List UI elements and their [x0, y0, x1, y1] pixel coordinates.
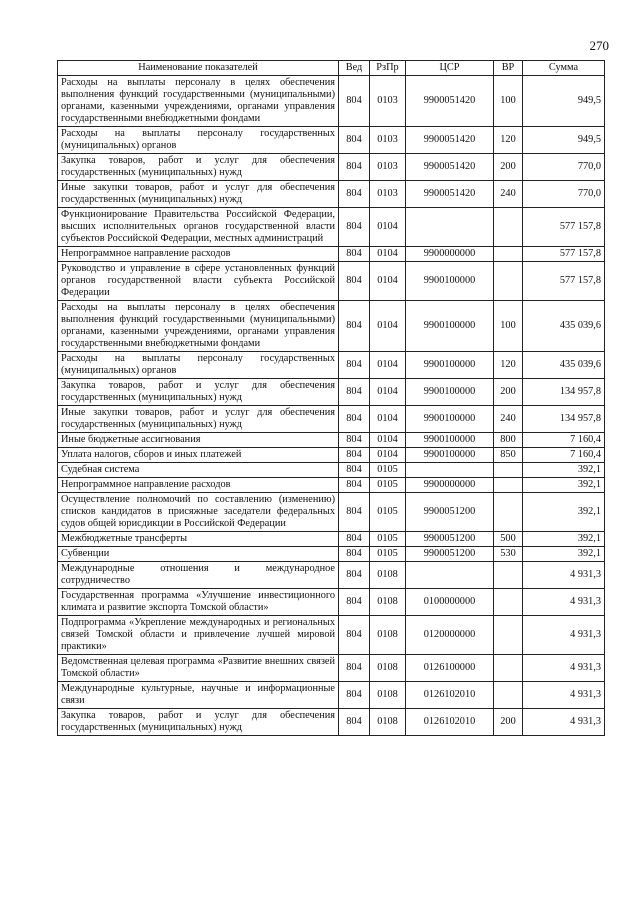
cell-sum: 392,1 — [523, 547, 605, 562]
cell-rzpr: 0104 — [370, 379, 406, 406]
cell-csr — [406, 208, 494, 247]
cell-rzpr: 0108 — [370, 589, 406, 616]
cell-rzpr: 0103 — [370, 154, 406, 181]
cell-sum: 435 039,6 — [523, 301, 605, 352]
cell-name: Иные закупки товаров, работ и услуг для обеспечения государственных (муниципальных) нужд — [58, 181, 339, 208]
cell-csr: 9900100000 — [406, 262, 494, 301]
table-body — [58, 76, 605, 736]
cell-sum: 770,0 — [523, 181, 605, 208]
cell-ved: 804 — [339, 76, 370, 127]
cell-csr: 9900051200 — [406, 547, 494, 562]
cell-csr — [406, 463, 494, 478]
cell-rzpr: 0105 — [370, 532, 406, 547]
cell-ved: 804 — [339, 682, 370, 709]
cell-sum: 577 157,8 — [523, 262, 605, 301]
cell-csr — [406, 562, 494, 589]
cell-csr: 9900100000 — [406, 301, 494, 352]
cell-rzpr: 0104 — [370, 406, 406, 433]
cell-csr: 9900051200 — [406, 493, 494, 532]
cell-vr: 200 — [494, 709, 523, 736]
cell-vr — [494, 262, 523, 301]
cell-rzpr: 0103 — [370, 127, 406, 154]
cell-csr: 9900100000 — [406, 406, 494, 433]
cell-ved: 804 — [339, 589, 370, 616]
cell-rzpr: 0105 — [370, 493, 406, 532]
header-row — [58, 61, 605, 76]
cell-ved: 804 — [339, 262, 370, 301]
cell-vr — [494, 616, 523, 655]
cell-ved: 804 — [339, 154, 370, 181]
cell-ved: 804 — [339, 301, 370, 352]
table-row — [58, 301, 605, 352]
cell-name: Расходы на выплаты персоналу в целях обеспечения выполнения функций государственными (муниципальными) органами, казенными учреждениями, органами управления государственными внебюджетными фондами — [58, 76, 339, 127]
table-row — [58, 154, 605, 181]
cell-csr: 0120000000 — [406, 616, 494, 655]
cell-vr: 240 — [494, 181, 523, 208]
cell-name: Подпрограмма «Укрепление международных и региональных связей Томской области и привлечение лучшей мировой практики» — [58, 616, 339, 655]
cell-name: Государственная программа «Улучшение инвестиционного климата и развитие экспорта Томской области» — [58, 589, 339, 616]
table-row — [58, 562, 605, 589]
cell-rzpr: 0105 — [370, 547, 406, 562]
cell-sum: 392,1 — [523, 532, 605, 547]
cell-sum: 134 957,8 — [523, 406, 605, 433]
table-row — [58, 448, 605, 463]
cell-ved: 804 — [339, 532, 370, 547]
cell-vr — [494, 208, 523, 247]
cell-ved: 804 — [339, 463, 370, 478]
cell-csr: 9900051420 — [406, 181, 494, 208]
cell-name: Расходы на выплаты персоналу в целях обеспечения выполнения функций государственными (муниципальными) органами, казенными учреждениями, органами управления государственными внебюджетными фондами — [58, 301, 339, 352]
table-row — [58, 208, 605, 247]
cell-vr — [494, 655, 523, 682]
cell-sum: 4 931,3 — [523, 709, 605, 736]
cell-ved: 804 — [339, 655, 370, 682]
table-row — [58, 709, 605, 736]
cell-vr: 100 — [494, 301, 523, 352]
table-row — [58, 406, 605, 433]
table-row — [58, 433, 605, 448]
cell-sum: 7 160,4 — [523, 433, 605, 448]
cell-vr — [494, 682, 523, 709]
table-row — [58, 616, 605, 655]
cell-csr: 9900100000 — [406, 433, 494, 448]
cell-sum: 392,1 — [523, 478, 605, 493]
cell-sum: 949,5 — [523, 76, 605, 127]
table-row — [58, 262, 605, 301]
cell-rzpr: 0104 — [370, 262, 406, 301]
cell-sum: 577 157,8 — [523, 247, 605, 262]
cell-ved: 804 — [339, 709, 370, 736]
cell-ved: 804 — [339, 181, 370, 208]
cell-name: Закупка товаров, работ и услуг для обеспечения государственных (муниципальных) нужд — [58, 154, 339, 181]
header-name: Наименование показателей — [58, 61, 339, 76]
cell-rzpr: 0104 — [370, 352, 406, 379]
header-vr: ВР — [494, 61, 523, 76]
cell-csr: 0100000000 — [406, 589, 494, 616]
cell-vr: 120 — [494, 127, 523, 154]
cell-sum: 4 931,3 — [523, 655, 605, 682]
cell-rzpr: 0108 — [370, 562, 406, 589]
table-row — [58, 76, 605, 127]
cell-name: Субвенции — [58, 547, 339, 562]
cell-name: Непрограммное направление расходов — [58, 247, 339, 262]
cell-rzpr: 0108 — [370, 682, 406, 709]
table-row — [58, 127, 605, 154]
cell-vr — [494, 562, 523, 589]
table-row — [58, 655, 605, 682]
cell-name: Международные культурные, научные и информационные связи — [58, 682, 339, 709]
cell-csr: 9900000000 — [406, 478, 494, 493]
cell-vr: 240 — [494, 406, 523, 433]
cell-ved: 804 — [339, 406, 370, 433]
cell-name: Уплата налогов, сборов и иных платежей — [58, 448, 339, 463]
cell-csr: 9900051420 — [406, 76, 494, 127]
cell-vr — [494, 463, 523, 478]
cell-name: Иные закупки товаров, работ и услуг для обеспечения государственных (муниципальных) нужд — [58, 406, 339, 433]
cell-name: Международные отношения и международное сотрудничество — [58, 562, 339, 589]
header-ved: Вед — [339, 61, 370, 76]
table-row — [58, 589, 605, 616]
cell-rzpr: 0105 — [370, 478, 406, 493]
cell-sum: 4 931,3 — [523, 616, 605, 655]
header-sum: Сумма — [523, 61, 605, 76]
cell-name: Закупка товаров, работ и услуг для обеспечения государственных (муниципальных) нужд — [58, 379, 339, 406]
cell-name: Осуществление полномочий по составлению (изменению) списков кандидатов в присяжные заседатели федеральных судов общей юрисдикции в Российской Федерации — [58, 493, 339, 532]
cell-rzpr: 0108 — [370, 616, 406, 655]
cell-name: Функционирование Правительства Российской Федерации, высших исполнительных органов государственной власти субъектов Российской Федерации, местных администраций — [58, 208, 339, 247]
table-row — [58, 682, 605, 709]
cell-vr: 120 — [494, 352, 523, 379]
cell-vr — [494, 589, 523, 616]
cell-rzpr: 0104 — [370, 448, 406, 463]
cell-vr — [494, 478, 523, 493]
table-row — [58, 379, 605, 406]
cell-sum: 392,1 — [523, 463, 605, 478]
cell-csr: 9900100000 — [406, 352, 494, 379]
table-row — [58, 493, 605, 532]
cell-rzpr: 0104 — [370, 247, 406, 262]
cell-name: Расходы на выплаты персоналу государственных (муниципальных) органов — [58, 127, 339, 154]
cell-sum: 7 160,4 — [523, 448, 605, 463]
cell-ved: 804 — [339, 352, 370, 379]
cell-vr: 800 — [494, 433, 523, 448]
cell-rzpr: 0104 — [370, 301, 406, 352]
cell-name: Судебная система — [58, 463, 339, 478]
cell-rzpr: 0103 — [370, 76, 406, 127]
cell-csr: 9900000000 — [406, 247, 494, 262]
budget-table — [57, 60, 605, 736]
table-header — [58, 61, 605, 76]
cell-name: Иные бюджетные ассигнования — [58, 433, 339, 448]
cell-rzpr: 0108 — [370, 655, 406, 682]
header-rzpr: РзПр — [370, 61, 406, 76]
table-row — [58, 463, 605, 478]
table-row — [58, 547, 605, 562]
table-row — [58, 352, 605, 379]
cell-sum: 4 931,3 — [523, 589, 605, 616]
cell-csr: 9900100000 — [406, 379, 494, 406]
cell-csr: 9900051420 — [406, 154, 494, 181]
table-row — [58, 532, 605, 547]
cell-csr: 0126102010 — [406, 709, 494, 736]
cell-sum: 392,1 — [523, 493, 605, 532]
cell-sum: 770,0 — [523, 154, 605, 181]
cell-csr: 0126100000 — [406, 655, 494, 682]
cell-csr: 9900051420 — [406, 127, 494, 154]
cell-ved: 804 — [339, 127, 370, 154]
cell-ved: 804 — [339, 448, 370, 463]
cell-ved: 804 — [339, 562, 370, 589]
cell-rzpr: 0105 — [370, 463, 406, 478]
cell-rzpr: 0108 — [370, 709, 406, 736]
cell-sum: 4 931,3 — [523, 562, 605, 589]
header-csr: ЦСР — [406, 61, 494, 76]
table-row — [58, 181, 605, 208]
cell-name: Закупка товаров, работ и услуг для обеспечения государственных (муниципальных) нужд — [58, 709, 339, 736]
cell-vr: 500 — [494, 532, 523, 547]
cell-rzpr: 0103 — [370, 181, 406, 208]
cell-sum: 435 039,6 — [523, 352, 605, 379]
cell-vr: 850 — [494, 448, 523, 463]
table-row — [58, 478, 605, 493]
table-row — [58, 247, 605, 262]
cell-csr: 0126102010 — [406, 682, 494, 709]
cell-name: Непрограммное направление расходов — [58, 478, 339, 493]
cell-name: Межбюджетные трансферты — [58, 532, 339, 547]
cell-vr — [494, 247, 523, 262]
cell-ved: 804 — [339, 208, 370, 247]
cell-vr — [494, 493, 523, 532]
cell-name: Ведомственная целевая программа «Развитие внешних связей Томской области» — [58, 655, 339, 682]
page-number: 270 — [589, 38, 609, 53]
cell-sum: 577 157,8 — [523, 208, 605, 247]
cell-name: Расходы на выплаты персоналу государственных (муниципальных) органов — [58, 352, 339, 379]
cell-ved: 804 — [339, 433, 370, 448]
cell-rzpr: 0104 — [370, 208, 406, 247]
cell-vr: 200 — [494, 154, 523, 181]
cell-ved: 804 — [339, 478, 370, 493]
cell-vr: 100 — [494, 76, 523, 127]
cell-rzpr: 0104 — [370, 433, 406, 448]
cell-sum: 4 931,3 — [523, 682, 605, 709]
cell-ved: 804 — [339, 379, 370, 406]
cell-ved: 804 — [339, 616, 370, 655]
cell-sum: 134 957,8 — [523, 379, 605, 406]
cell-vr: 530 — [494, 547, 523, 562]
cell-csr: 9900051200 — [406, 532, 494, 547]
cell-vr: 200 — [494, 379, 523, 406]
cell-name: Руководство и управление в сфере установленных функций органов государственной власти субъекта Российской Федерации — [58, 262, 339, 301]
cell-ved: 804 — [339, 493, 370, 532]
cell-csr: 9900100000 — [406, 448, 494, 463]
cell-ved: 804 — [339, 247, 370, 262]
cell-ved: 804 — [339, 547, 370, 562]
cell-sum: 949,5 — [523, 127, 605, 154]
